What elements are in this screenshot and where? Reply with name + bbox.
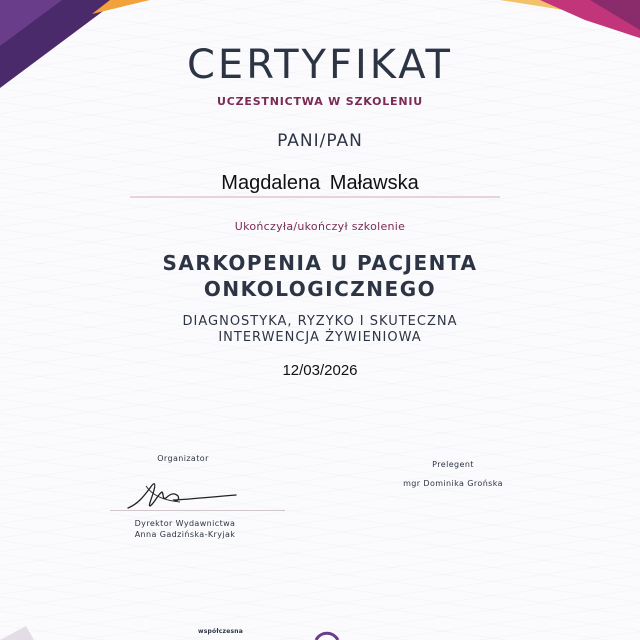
name-underline [130,196,500,198]
certificate-subtitle: UCZESTNICTWA W SZKOLENIU [217,95,423,108]
publisher-logo-text: współczesna [198,628,243,635]
organizer-signature [120,478,250,514]
completed-text: Ukończyła/ukończył szkolenie [234,220,406,233]
course-subtitle-line2: INTERWENCJA ŻYWIENIOWA [218,330,422,345]
salutation: PANI/PAN [277,131,363,151]
lecturer-label: Prelegent [432,460,474,469]
lecturer-name: mgr Dominika Grońska [403,479,503,488]
organizer-name: Anna Gadzińska-Kryjak [134,530,236,539]
course-title-line1: SARKOPENIA U PACJENTA [162,251,478,275]
organizer-signature-line [110,510,285,511]
course-subtitle-line1: DIAGNOSTYKA, RYZYKO I SKUTECZNA [182,314,458,329]
course-title [0,250,640,302]
organizer-role: Dyrektor Wydawnictwa [134,519,236,528]
bottom-left-shape [0,626,34,640]
certificate-title: CERTYFIKAT [187,42,453,88]
certificate-date: 12/03/2026 [282,362,358,379]
organizer-label: Organizator [157,454,209,463]
course-subtitle [0,314,640,346]
course-title-line2: ONKOLOGICZNEGO [203,277,437,301]
recipient-name: Magdalena Maławska [221,172,419,194]
bottom-logo-mark [312,630,342,640]
